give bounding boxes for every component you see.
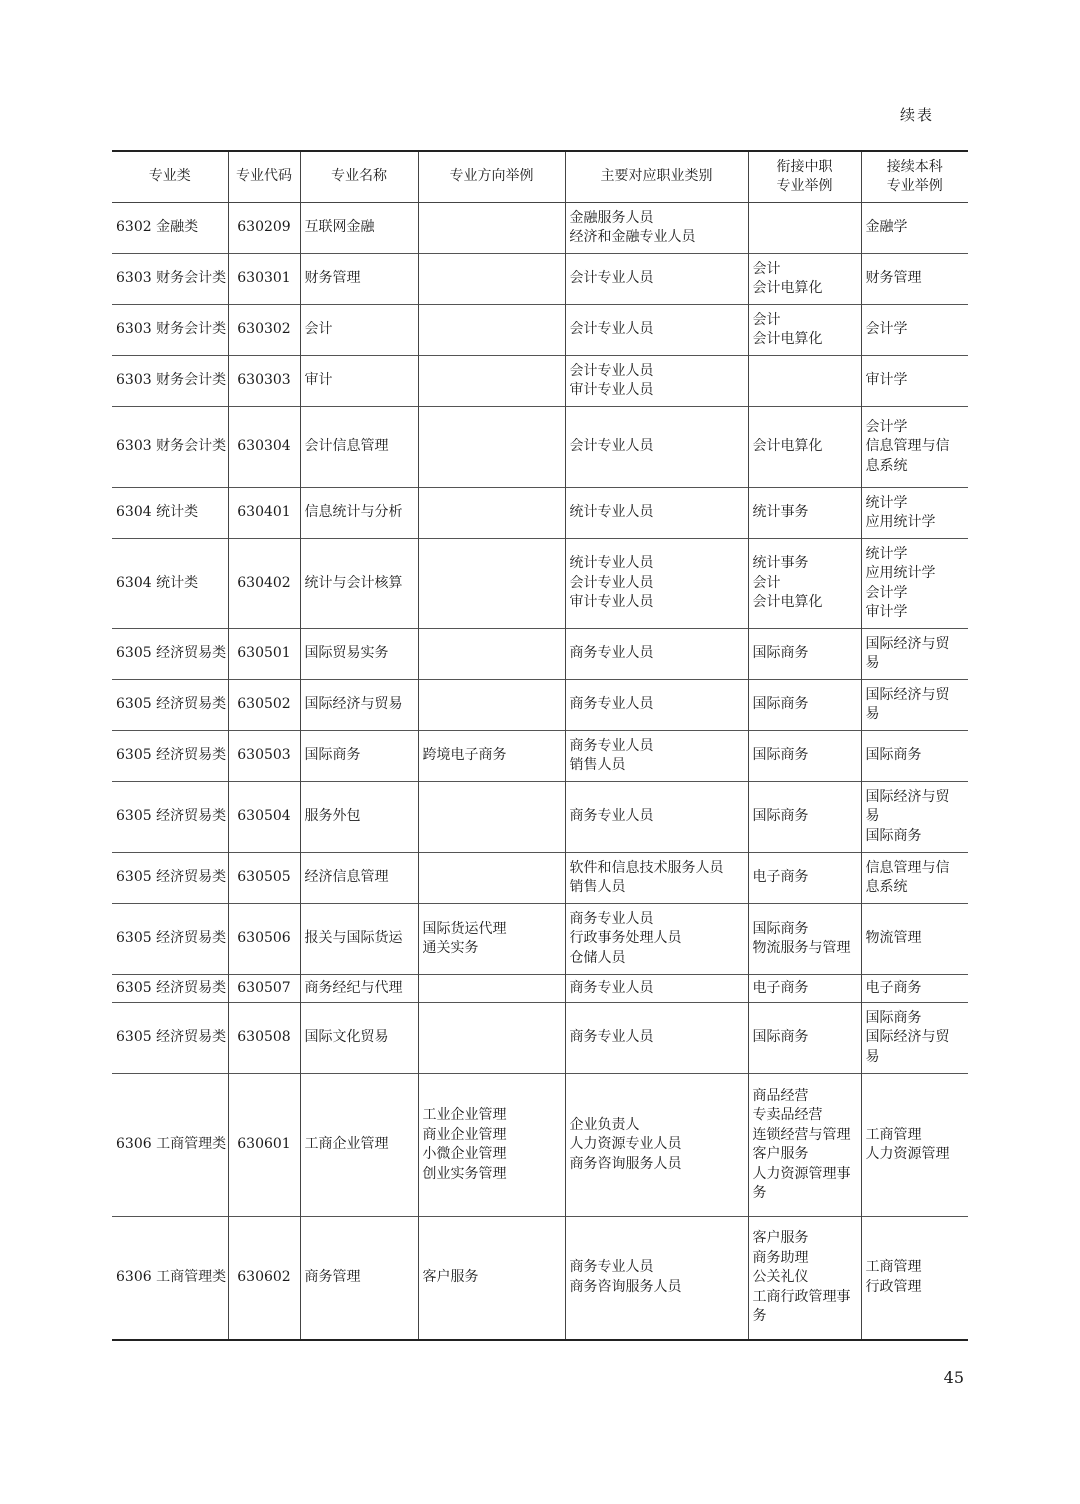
row-undergrad: 统计学 应用统计学 会计学 审计学 — [861, 539, 968, 629]
table-row — [112, 203, 968, 254]
majors-table — [112, 150, 968, 1341]
row-directions — [418, 1003, 565, 1074]
row-name: 信息统计与分析 — [300, 488, 418, 539]
row-directions — [418, 254, 565, 305]
row-secondary: 会计 会计电算化 — [748, 254, 861, 305]
row-category: 6305 经济贸易类 — [116, 979, 227, 996]
row-name: 财务管理 — [300, 254, 418, 305]
row-name: 会计 — [300, 305, 418, 356]
row-secondary: 国际商务 — [748, 731, 861, 782]
row-occupations: 商务专业人员 — [565, 629, 748, 680]
header-name: 专业名称 — [300, 151, 418, 203]
row-undergrad: 物流管理 — [861, 904, 968, 975]
header-secondary: 衔接中职 专业举例 — [748, 151, 861, 203]
row-category: 6304 统计类 — [116, 574, 199, 591]
row-category: 6305 经济贸易类 — [116, 696, 227, 713]
row-occupations: 金融服务人员 经济和金融专业人员 — [565, 203, 748, 254]
row-code: 630302 — [228, 305, 300, 356]
row-occupations: 会计专业人员 — [565, 254, 748, 305]
row-name: 商务管理 — [300, 1217, 418, 1340]
row-secondary: 电子商务 — [748, 975, 861, 1003]
table-row — [112, 731, 968, 782]
row-occupations: 软件和信息技术服务人员 销售人员 — [565, 853, 748, 904]
row-category: 6303 财务会计类 — [116, 270, 227, 287]
row-name: 国际文化贸易 — [300, 1003, 418, 1074]
row-occupations: 会计专业人员 — [565, 305, 748, 356]
header-undergrad: 接续本科 专业举例 — [861, 151, 968, 203]
row-category: 6303 财务会计类 — [116, 372, 227, 389]
row-category: 6303 财务会计类 — [116, 321, 227, 338]
row-secondary: 统计事务 会计 会计电算化 — [748, 539, 861, 629]
row-secondary: 国际商务 物流服务与管理 — [748, 904, 861, 975]
row-directions — [418, 853, 565, 904]
row-secondary — [748, 356, 861, 407]
header-code: 专业代码 — [228, 151, 300, 203]
row-code: 630504 — [228, 782, 300, 853]
continued-label: 续表 — [899, 106, 934, 124]
row-name: 国际贸易实务 — [300, 629, 418, 680]
table-row — [112, 539, 968, 629]
row-name: 报关与国际货运 — [300, 904, 418, 975]
row-occupations: 会计专业人员 审计专业人员 — [565, 356, 748, 407]
row-code: 630209 — [228, 203, 300, 254]
row-code: 630505 — [228, 853, 300, 904]
table-row — [112, 1074, 968, 1217]
row-directions — [418, 488, 565, 539]
row-occupations: 商务专业人员 行政事务处理人员 仓储人员 — [565, 904, 748, 975]
row-directions — [418, 407, 565, 488]
row-category: 6305 经济贸易类 — [116, 645, 227, 662]
table-row — [112, 680, 968, 731]
table-row — [112, 904, 968, 975]
row-secondary: 商品经营 专卖品经营 连锁经营与管理 客户服务 人力资源管理事 务 — [748, 1074, 861, 1217]
row-undergrad: 会计学 信息管理与信 息系统 — [861, 407, 968, 488]
row-name: 审计 — [300, 356, 418, 407]
table-row — [112, 975, 968, 1003]
row-code: 630507 — [228, 975, 300, 1003]
row-name: 经济信息管理 — [300, 853, 418, 904]
row-secondary: 国际商务 — [748, 629, 861, 680]
row-secondary: 国际商务 — [748, 680, 861, 731]
row-undergrad: 金融学 — [861, 203, 968, 254]
row-directions — [418, 305, 565, 356]
row-occupations: 统计专业人员 — [565, 488, 748, 539]
row-occupations: 商务专业人员 — [565, 975, 748, 1003]
table-row — [112, 629, 968, 680]
row-category: 6305 经济贸易类 — [116, 869, 227, 886]
table-header-row — [112, 151, 968, 203]
row-directions: 国际货运代理 通关实务 — [418, 904, 565, 975]
row-secondary: 客户服务 商务助理 公关礼仪 工商行政管理事 务 — [748, 1217, 861, 1340]
row-occupations: 商务专业人员 — [565, 1003, 748, 1074]
table-row — [112, 254, 968, 305]
row-name: 统计与会计核算 — [300, 539, 418, 629]
header-occupations: 主要对应职业类别 — [565, 151, 748, 203]
row-category: 6304 统计类 — [116, 504, 199, 521]
row-undergrad: 国际商务 — [861, 731, 968, 782]
row-secondary: 国际商务 — [748, 782, 861, 853]
row-occupations: 统计专业人员 会计专业人员 审计专业人员 — [565, 539, 748, 629]
row-category: 6306 工商管理类 — [116, 1136, 227, 1153]
row-secondary: 会计电算化 — [748, 407, 861, 488]
row-code: 630304 — [228, 407, 300, 488]
row-directions — [418, 356, 565, 407]
row-code: 630401 — [228, 488, 300, 539]
row-directions — [418, 680, 565, 731]
row-secondary: 统计事务 — [748, 488, 861, 539]
row-name: 会计信息管理 — [300, 407, 418, 488]
row-occupations: 商务专业人员 销售人员 — [565, 731, 748, 782]
row-name: 互联网金融 — [300, 203, 418, 254]
row-undergrad: 工商管理 行政管理 — [861, 1217, 968, 1340]
table-row — [112, 305, 968, 356]
row-occupations: 商务专业人员 商务咨询服务人员 — [565, 1217, 748, 1340]
row-undergrad: 审计学 — [861, 356, 968, 407]
row-directions — [418, 975, 565, 1003]
row-code: 630503 — [228, 731, 300, 782]
row-category: 6306 工商管理类 — [116, 1269, 227, 1285]
row-directions — [418, 539, 565, 629]
row-secondary: 会计 会计电算化 — [748, 305, 861, 356]
table-row — [112, 488, 968, 539]
row-code: 630508 — [228, 1003, 300, 1074]
row-name: 国际经济与贸易 — [300, 680, 418, 731]
row-code: 630303 — [228, 356, 300, 407]
row-code: 630601 — [228, 1074, 300, 1217]
table-row — [112, 1217, 968, 1340]
row-directions: 跨境电子商务 — [418, 731, 565, 782]
row-code: 630502 — [228, 680, 300, 731]
row-code: 630301 — [228, 254, 300, 305]
table-row — [112, 853, 968, 904]
row-occupations: 会计专业人员 — [565, 407, 748, 488]
table-row — [112, 407, 968, 488]
row-name: 工商企业管理 — [300, 1074, 418, 1217]
row-secondary: 电子商务 — [748, 853, 861, 904]
page-number: 45 — [943, 1368, 964, 1387]
table-row — [112, 356, 968, 407]
row-undergrad: 国际商务 国际经济与贸 易 — [861, 1003, 968, 1074]
header-category: 专业类 — [148, 168, 191, 185]
header-directions: 专业方向举例 — [418, 151, 565, 203]
table-body — [112, 203, 968, 1340]
row-category: 6305 经济贸易类 — [116, 808, 227, 825]
row-undergrad: 国际经济与贸 易 — [861, 680, 968, 731]
row-category: 6305 经济贸易类 — [116, 747, 227, 764]
row-code: 630501 — [228, 629, 300, 680]
row-directions — [418, 782, 565, 853]
row-undergrad: 电子商务 — [861, 975, 968, 1003]
row-directions — [418, 203, 565, 254]
row-directions: 客户服务 — [418, 1217, 565, 1340]
row-name: 国际商务 — [300, 731, 418, 782]
row-occupations: 商务专业人员 — [565, 782, 748, 853]
row-undergrad: 会计学 — [861, 305, 968, 356]
row-occupations: 商务专业人员 — [565, 680, 748, 731]
row-category: 6305 经济贸易类 — [116, 930, 227, 947]
row-undergrad: 财务管理 — [861, 254, 968, 305]
row-category: 6302 金融类 — [116, 219, 199, 236]
row-undergrad: 工商管理 人力资源管理 — [861, 1074, 968, 1217]
row-secondary — [748, 203, 861, 254]
row-code: 630602 — [228, 1217, 300, 1340]
row-code: 630506 — [228, 904, 300, 975]
row-name: 商务经纪与代理 — [300, 975, 418, 1003]
row-name: 服务外包 — [300, 782, 418, 853]
row-directions — [418, 629, 565, 680]
table-row — [112, 782, 968, 853]
row-code: 630402 — [228, 539, 300, 629]
row-undergrad: 信息管理与信 息系统 — [861, 853, 968, 904]
row-directions: 工业企业管理 商业企业管理 小微企业管理 创业实务管理 — [418, 1074, 565, 1217]
row-undergrad: 国际经济与贸 易 — [861, 629, 968, 680]
table-row — [112, 1003, 968, 1074]
row-undergrad: 统计学 应用统计学 — [861, 488, 968, 539]
row-undergrad: 国际经济与贸 易 国际商务 — [861, 782, 968, 853]
row-occupations: 企业负责人 人力资源专业人员 商务咨询服务人员 — [565, 1074, 748, 1217]
row-category: 6303 财务会计类 — [116, 438, 227, 455]
row-category: 6305 经济贸易类 — [116, 1029, 227, 1046]
row-secondary: 国际商务 — [748, 1003, 861, 1074]
